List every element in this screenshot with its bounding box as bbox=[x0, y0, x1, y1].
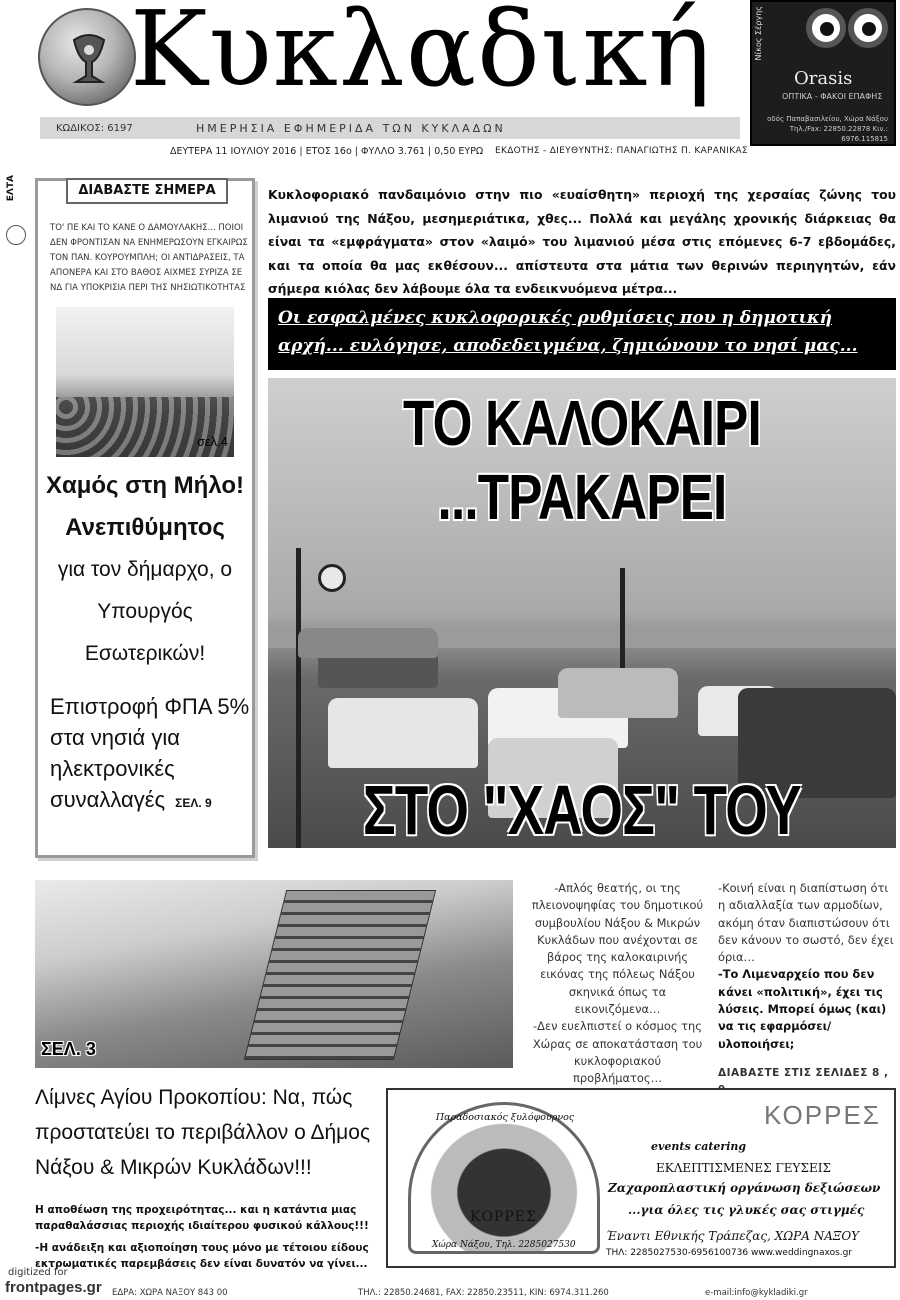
lamp-post bbox=[296, 548, 301, 848]
subheadline: Οι εσφαλμένες κυκλοφορικές ρυθμίσεις που η δημοτική αρχή... ευλόγησε, αποδεδειγμένα, ζημιώνουν το νησί μας... bbox=[268, 298, 896, 370]
column-paragraph: -Δεν ευελπιστεί ο κόσμος της Χώρας σε αποκατάσταση του κυκλοφοριακού προβλήματος… bbox=[532, 1019, 703, 1086]
eye-icon bbox=[848, 8, 888, 48]
date-line: ΔΕΥΤΕΡΑ 11 ΙΟΥΛΙΟΥ 2016 | ΕΤΟΣ 16ο | ΦΥΛΛΟ 3.761 | 0,50 ΕΥΡΩ bbox=[170, 146, 484, 157]
ad-address-line: οδός Παπαβασιλείου, Χώρα Νάξου bbox=[767, 115, 888, 123]
story-headline-line: Ανεπιθύμητος bbox=[65, 514, 225, 541]
ad-brand-small: ΚΟΡΡΕΣ bbox=[470, 1209, 537, 1225]
ad-address bbox=[752, 114, 888, 144]
ad-line: Έναντι Εθνικής Τράπεζας, ΧΩΡΑ ΝΑΞΟΥ bbox=[606, 1229, 860, 1243]
main-headline-top: ΤΟ ΚΑΛΟΚΑΙΡΙ ...ΤΡΑΚΑΡΕΙ bbox=[403, 387, 761, 533]
lamp-icon bbox=[318, 564, 346, 592]
orasis-ad[interactable] bbox=[750, 0, 896, 146]
lead-paragraph: Κυκλοφοριακό πανδαιμόνιο στην πιο «ευαίσθητη» περιοχή της χερσαίας ζώνης του λιμανιού της Νάξου, μεσημεριάτικα, χθες... Πολλά και μεγάλης χρονικής διάρκειας θα είναι τα «εμφράγματα» στον «λαιμό» του λιμανιού μέσα στις επόμενες 6-7 εβδομάδες, και τα οποία θα μας εκθέσουν... απίστευτα στα μάτια των θερινών περιηγητών, εάν σήμερα κιόλας δεν λάβουμε όλα τα ενδεικνυόμενα μέτρα... bbox=[268, 187, 896, 296]
amphora-icon bbox=[40, 10, 138, 108]
ad-location: Χώρα Νάξου, Τηλ. 2285027530 bbox=[432, 1240, 576, 1250]
elta-label: ΕΛΤΑ bbox=[6, 175, 16, 202]
ad-brand: Orasis bbox=[794, 68, 853, 89]
story-headline-line: Χαμός στη Μήλο! bbox=[45, 472, 245, 499]
ad-line: ...για όλες τις γλυκές σας στιγμές bbox=[628, 1203, 865, 1217]
sidebar-photo[interactable] bbox=[56, 307, 234, 457]
main-headline-bottom: ΣΤΟ "ΧΑΟΣ" ΤΟΥ bbox=[362, 771, 802, 848]
port-traffic-photo[interactable] bbox=[268, 378, 896, 848]
issue-code: ΚΩΔΙΚΟΣ: 6197 bbox=[56, 122, 133, 134]
bus bbox=[298, 628, 438, 658]
wooden-deck bbox=[244, 890, 436, 1060]
tagline: ΗΜΕΡΗΣΙΑ ΕΦΗΜΕΡΙΔΑ ΤΩΝ ΚΥΚΛΑΔΩΝ bbox=[196, 121, 506, 135]
publisher-line: ΕΚΔΟΤΗΣ - ΔΙΕΥΘΥΝΤΗΣ: ΠΑΝΑΓΙΩΤΗΣ Π. ΚΑΡΑΝΙΚΑΣ bbox=[495, 146, 748, 156]
vat-story[interactable] bbox=[50, 691, 250, 819]
lamp-post bbox=[620, 568, 625, 678]
footer-email[interactable]: e-mail:info@kykladiki.gr bbox=[705, 1288, 808, 1298]
sidebar-header: ΔΙΑΒΑΣΤΕ ΣΗΜΕΡΑ bbox=[66, 178, 228, 204]
newspaper-title: Κυκλαδική bbox=[130, 0, 712, 110]
car bbox=[328, 698, 478, 768]
lakes-subtitle: Η αποθέωση της προχειρότητας... και η κατάντια μιας παραθαλάσσιας περιοχής ιδιαίτερου φυσικού κάλλους!!! bbox=[35, 1204, 369, 1232]
ad-phone-line: Τηλ./Fax: 22850.22878 Κιν.: 6976.115815 bbox=[789, 125, 888, 143]
ad-subtitle: ΟΠΤΙΚΑ - ΦΑΚΟΙ ΕΠΑΦΗΣ bbox=[782, 92, 883, 101]
page-ref: ΣΕΛ. 3 bbox=[41, 1039, 96, 1059]
column-paragraph-bold: -Το Λιμεναρχείο που δεν κάνει «πολιτική», έχει τις λύσεις. Μπορεί όμως (και) να τις εφαρμόσει/υλοποιήσει; bbox=[718, 967, 887, 1051]
story-headline-line: για τον δήμαρχο, ο bbox=[57, 558, 233, 581]
footer-phones: ΤΗΛ.: 22850.24681, FAX: 22850.23511, ΚΙΝ: 6974.311.260 bbox=[358, 1288, 609, 1298]
read-today-sidebar bbox=[35, 178, 255, 858]
column-paragraph: -Απλός θεατής, οι της πλειονοψηφίας του δημοτικού συμβουλίου Νάξου & Μικρών Κυκλάδων που ανέχονται σε βάρος της καλοκαιρινής εικόνας της πόλεως Νάξου σκηνικά όπως τα εικονιζόμενα… bbox=[531, 881, 704, 1017]
page-ref: σελ.4 bbox=[196, 434, 228, 449]
ad-brand-big: ΚΟΡΡΕΣ bbox=[764, 1100, 881, 1130]
story-headline-line: Υπουργός Εσωτερικών! bbox=[84, 600, 206, 665]
page-ref: ΣΕΛ. 9 bbox=[175, 796, 212, 810]
read-pages-ref[interactable]: ΔΙΑΒΑΣΤΕ ΣΤΙΣ ΣΕΛΙΔΕΣ 8 , bbox=[718, 1066, 889, 1079]
postal-seal-icon bbox=[6, 225, 26, 245]
lakes-headline[interactable]: Λίμνες Αγίου Προκοπίου: Να, πώς προστατεύει το περιβάλλον ο Δήμος Νάξου & Μικρών Κυκλάδων!!! bbox=[35, 1086, 371, 1179]
column-one bbox=[530, 880, 705, 1088]
lakes-subtitle: -Η ανάδειξη και αξιοποίηση τους μόνο με τέτοιου είδους εκτρωματικές παρεμβάσεις δεν είναι δυνατόν να γίνει... bbox=[35, 1242, 369, 1270]
ad-line: Ζαχαροπλαστική οργάνωση δεξιώσεων bbox=[608, 1181, 881, 1195]
ad-events: events catering bbox=[651, 1140, 747, 1153]
coin-logo bbox=[38, 8, 136, 106]
korres-ad[interactable] bbox=[386, 1088, 896, 1268]
ad-arc-text: Παραδοσιακός ξυλόφουρνος bbox=[435, 1112, 575, 1123]
column-two bbox=[718, 880, 898, 1100]
watermark-site[interactable]: frontpages.gr bbox=[5, 1279, 102, 1296]
footer-seat: ΕΔΡΑ: ΧΩΡΑ ΝΑΞΟΥ 843 00 bbox=[112, 1288, 228, 1298]
ad-owner-name: Νίκος Σέργης bbox=[754, 6, 763, 61]
ad-line: ΕΚΛΕΠΤΙΣΜΕΝΕΣ ΓΕΥΣΕΙΣ bbox=[656, 1161, 831, 1175]
postal-strip bbox=[2, 165, 28, 305]
milos-story[interactable] bbox=[38, 465, 252, 675]
vat-headline: Επιστροφή ΦΠΑ 5% στα νησιά για ηλεκτρονικές συναλλαγές bbox=[50, 694, 250, 812]
sidebar-intro[interactable]: ΤΟ' ΠΕ ΚΑΙ ΤΟ ΚΑΝΕ Ο ΔΑΜΟΥΛΑΚΗΣ... ΠΟΙΟΙ ΔΕΝ ΦΡΟΝΤΙΣΑΝ ΝΑ ΕΝΗΜΕΡΩΣΟΥΝ ΕΓΚΑΙΡΩΣ ΤΟΝ ΠΑΝ. ΚΟΥΡΟΥΜΠΛΗ; ΟΙ ΑΝΤΙΔΡΑΣΕΙΣ, ΤΑ ΑΠΟΝΕΡΑ ΚΑΙ ΣΤΟ ΒΑΘΟΣ ΑΙΧΜΕΣ ΣΥΡΙΖΑ ΣΕ ΝΔ ΓΙΑ ΥΠΟΚΡΙΣΙΑ ΠΕΡΙ ΤΗΣ ΝΗΣΙΩΤΙΚΟΤΗΤΑΣ bbox=[50, 223, 248, 293]
watermark-digitized: digitized for bbox=[8, 1267, 68, 1278]
column-paragraph: -Κοινή είναι η διαπίστωση ότι η αδιαλλαξία των αρμοδίων, ακόμη όταν διαπιστώσουν ότι δεν κάνουν το σωστό, δεν έχει όρια… bbox=[718, 881, 894, 965]
car bbox=[558, 668, 678, 718]
lake-photo[interactable] bbox=[35, 880, 513, 1068]
eye-icon bbox=[806, 8, 846, 48]
ad-contact[interactable]: ΤΗΛ: 2285027530-6956100736 www.weddingnaxos.gr bbox=[606, 1248, 853, 1258]
oven-icon bbox=[408, 1102, 600, 1254]
code-bar bbox=[40, 117, 740, 139]
footer bbox=[0, 1288, 900, 1300]
